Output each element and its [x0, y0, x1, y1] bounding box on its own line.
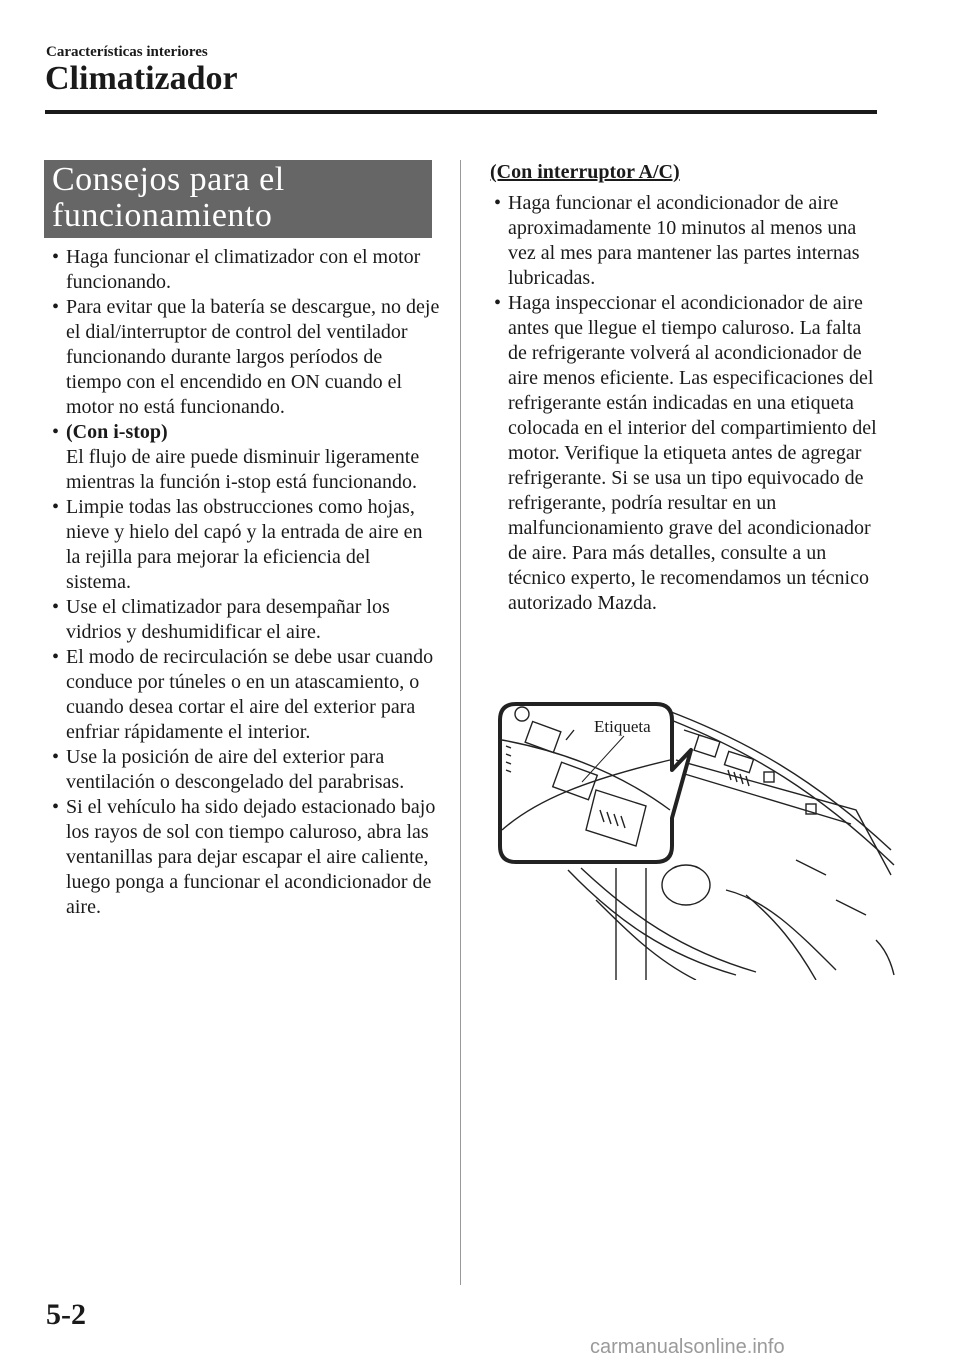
list-item-text: Si el vehículo ha sido dejado estacionado bajo los rayos de sol con tiempo caluroso, abra las ventanillas para dejar escapar el aire caliente, luego ponga a funcionar el acondicionador de aire. [66, 796, 436, 918]
list-item-text: Haga funcionar el climatizador con el motor funcionando. [66, 246, 421, 293]
list-item [48, 595, 440, 645]
list-item-text: El flujo de aire puede disminuir ligeramente mientras la función i-stop está funcionando. [66, 446, 420, 493]
right-bullet-list [490, 191, 880, 616]
list-item [48, 795, 440, 920]
section-heading-line2: funcionamiento [52, 197, 273, 234]
bullet-glyph: • [52, 746, 60, 768]
bullet-glyph: • [52, 596, 60, 618]
list-item [48, 645, 440, 745]
list-item [48, 295, 440, 420]
figure-label: Etiqueta [594, 717, 651, 736]
header-rule [45, 110, 877, 114]
list-item-subhead: (Con i-stop) [66, 421, 168, 443]
list-item-text: Use el climatizador para desempañar los vidrios y deshumidificar el aire. [66, 596, 390, 643]
list-item-text: Limpie todas las obstrucciones como hojas, nieve y hielo del capó y la entrada de aire en la rejilla para mejorar la eficiencia del sistema. [66, 496, 423, 593]
bullet-glyph: • [52, 246, 60, 268]
bullet-glyph: • [52, 421, 60, 443]
list-item-text: Use la posición de aire del exterior para ventilación o descongelado del parabrisas. [66, 746, 405, 793]
section-heading [44, 160, 432, 234]
list-item [48, 245, 440, 295]
section-heading-box [44, 160, 432, 238]
list-item [48, 495, 440, 595]
engine-bay-illustration [496, 700, 906, 980]
bullet-glyph: • [52, 796, 60, 818]
bullet-glyph: • [494, 192, 502, 214]
left-column [48, 245, 440, 920]
breadcrumb: Características interiores [46, 44, 208, 60]
right-subheading: (Con interruptor A/C) [490, 161, 680, 183]
page-title: Climatizador [45, 60, 238, 97]
label-location-illustration [496, 700, 906, 980]
bullet-glyph: • [52, 296, 60, 318]
list-item [48, 420, 440, 495]
list-item-text: Para evitar que la batería se descargue, no deje el dial/interruptor de control del ventilador funcionando durante largos períodos de tiempo con el encendido en ON cuando el motor no está funcionando. [66, 296, 440, 418]
list-item-text: El modo de recirculación se debe usar cuando conduce por túneles o en un atascamiento, o cuando desea cortar el aire del exterior para enfriar rápidamente el interior. [66, 646, 434, 743]
bullet-glyph: • [52, 646, 60, 668]
bullet-glyph: • [52, 496, 60, 518]
section-heading-line1: Consejos para el [52, 161, 285, 198]
list-item [48, 745, 440, 795]
page-number: 5-2 [46, 1298, 86, 1331]
left-bullet-list [48, 245, 440, 920]
column-divider [460, 160, 461, 1285]
watermark: carmanualsonline.info [590, 1336, 785, 1358]
right-column [490, 160, 880, 616]
list-item [490, 291, 880, 616]
list-item-text: Haga inspeccionar el acondicionador de aire antes que llegue el tiempo caluroso. La falta de refrigerante volverá al acondicionador de aire menos eficiente. Las especificaciones del refrigerante están indicadas en una etiqueta colocada en el interior del compartimiento del motor. Verifique la etiqueta antes de agregar refrigerante. Si se usa un tipo equivocado de refrigerante, podría resultar en un malfuncionamiento grave del acondicionador de aire. Para más detalles, consulte a un técnico experto, le recomendamos un técnico autorizado Mazda. [508, 292, 877, 614]
background-label-detail [684, 730, 816, 814]
bullet-glyph: • [494, 292, 502, 314]
list-item [490, 191, 880, 291]
list-item-text: Haga funcionar el acondicionador de aire aproximadamente 10 minutos al menos una vez al mes para mantener las partes internas lubricadas. [508, 192, 860, 289]
